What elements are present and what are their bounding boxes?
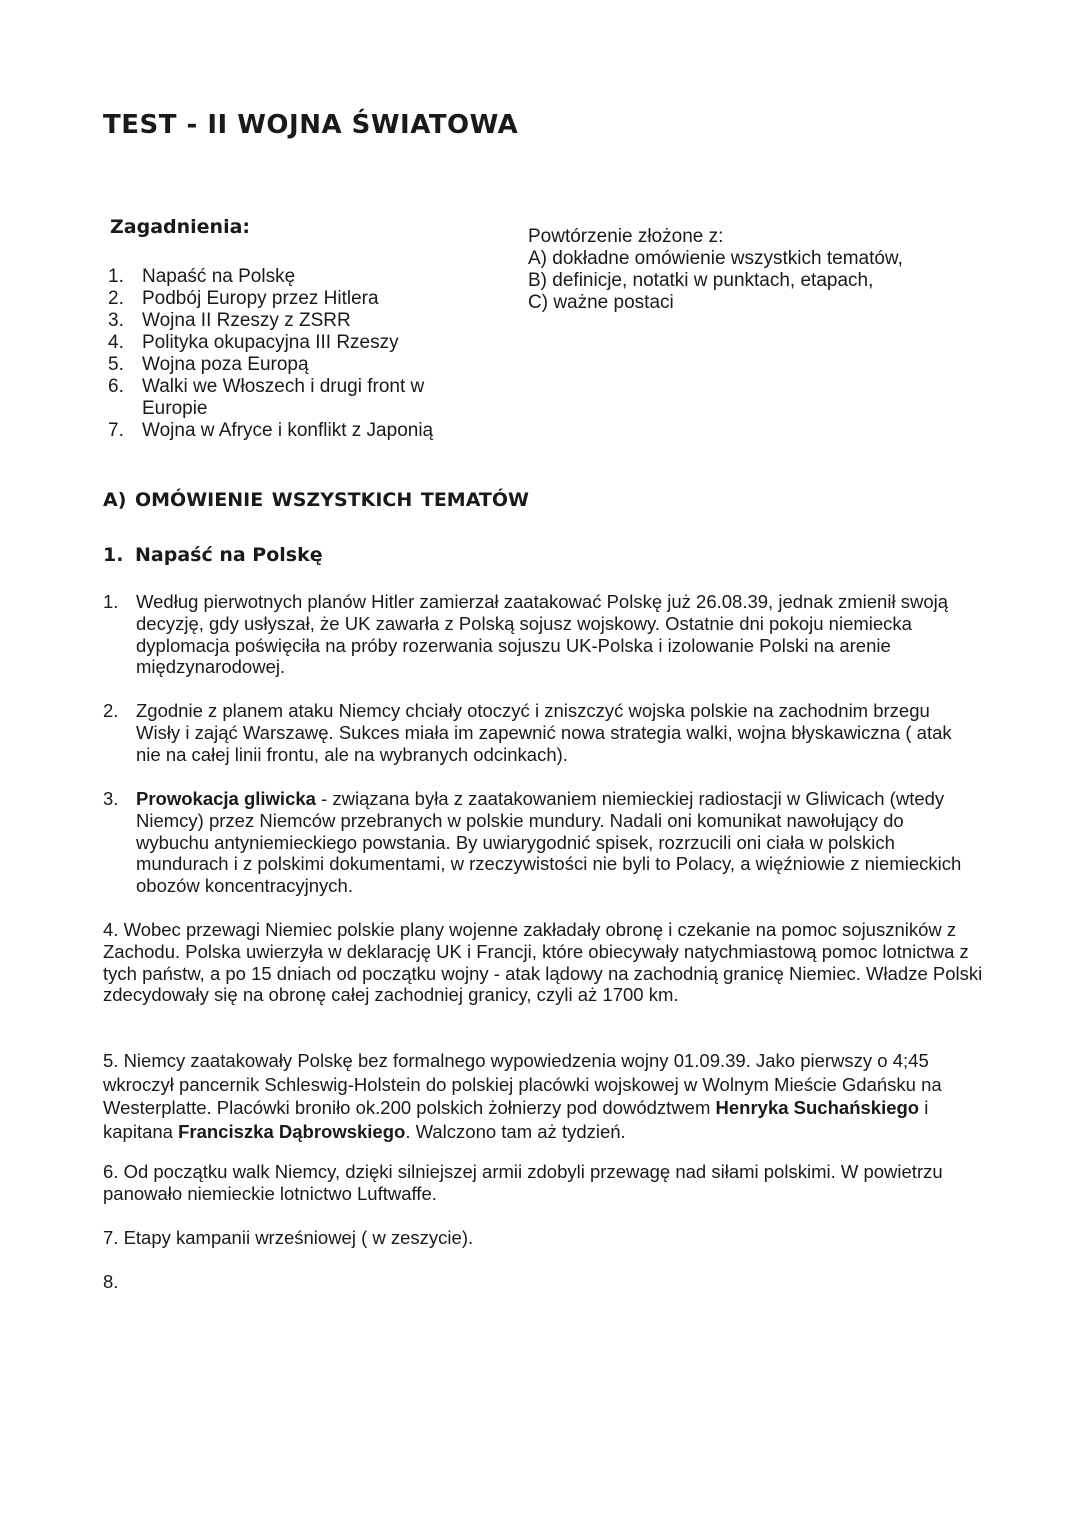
paragraph-3: [103, 788, 973, 897]
person-name: Henryka Suchańskiego: [715, 1097, 920, 1118]
list-item-text: Wojna w Afryce i konflikt z Japonią: [142, 420, 434, 441]
subsection-number: 1.: [103, 544, 124, 566]
paragraph-8: 8.: [103, 1271, 119, 1292]
list-item: [108, 288, 468, 310]
subsection-title: Napaść na Polskę: [135, 544, 323, 566]
paragraph-number: 1.: [103, 591, 119, 612]
list-item-number: 6.: [108, 376, 124, 397]
list-item-number: 2.: [108, 288, 124, 309]
list-item: [108, 420, 468, 442]
paragraph-5: [103, 1049, 983, 1143]
section-heading: [103, 489, 529, 511]
paragraph-number: 3.: [103, 788, 119, 809]
list-item-number: 4.: [108, 332, 124, 353]
subsection-heading: [103, 544, 323, 566]
paragraph-number: 2.: [103, 700, 119, 721]
list-item-text: Walki we Włoszech i drugi front w Europie: [142, 376, 425, 419]
list-item: [108, 332, 468, 354]
review-scope-item: C) ważne postaci: [528, 292, 674, 313]
list-item-number: 5.: [108, 354, 124, 375]
list-item-number: 3.: [108, 310, 124, 331]
list-item-text: Polityka okupacyjna III Rzeszy: [142, 332, 399, 353]
person-name: Franciszka Dąbrowskiego: [178, 1120, 406, 1142]
paragraph-6: 6. Od początku walk Niemcy, dzięki silniejszej armii zdobyli przewagę nad siłami polskimi. W powietrzu panowało niemieckie lotnictwo Luftwaffe.: [103, 1161, 943, 1204]
list-item-number: 1.: [108, 266, 124, 287]
paragraph-text: . Walczono tam aż tydzień.: [405, 1120, 626, 1142]
list-item: [108, 376, 468, 420]
review-scope: [528, 226, 968, 314]
paragraph-2: [103, 700, 973, 765]
section-title: OMÓWIENIE WSZYSTKICH TEMATÓW: [135, 489, 530, 511]
list-item: [108, 354, 468, 376]
review-scope-item: A) dokładne omówienie wszystkich tematów,: [528, 248, 903, 269]
paragraph-4: 4. Wobec przewagi Niemiec polskie plany wojenne zakładały obronę i czekanie na pomoc sojuszników z Zachodu. Polska uwierzyła w deklarację UK i Francji, które obiecywały natychmiastową pomoc lotnictwa z tych państw, a po 15 dniach od początku wojny - atak lądowy na zachodnią granicę Niemiec. Władze Polski zdecydowały się na obronę całej zachodniej granicy, czyli aż 1700 km.: [103, 919, 983, 1006]
page-title: TEST - II WOJNA ŚWIATOWA: [103, 110, 519, 140]
paragraph-text: i kapitana: [103, 1097, 929, 1142]
list-item-text: Podbój Europy przez Hitlera: [142, 288, 379, 309]
topics-heading: Zagadnienia:: [110, 216, 251, 238]
key-term: Prowokacja gliwicka: [136, 788, 316, 809]
review-scope-intro: Powtórzenie złożone z:: [528, 226, 724, 247]
paragraph-text: 5. Niemcy zaatakowały Polskę bez formalnego wypowiedzenia wojny 01.09.39. Jako pierwszy o 4;45 wkroczył pancernik Schleswig-Holstein do polskiej placówki wojskowej w Wolnym Mieście Gdańsku na Westerplatte. Placówki broniło ok.200 polskich żołnierzy pod dowództwem: [103, 1050, 942, 1118]
paragraph-text: Zgodnie z planem ataku Niemcy chciały otoczyć i zniszczyć wojska polskie na zachodnim brzegu Wisły i zająć Warszawę. Sukces miała im zapewnić nowa strategia walki, wojna błyskawiczna ( atak nie na całej linii frontu, ale na wybranych odcinkach).: [136, 700, 952, 765]
paragraph-text: Według pierwotnych planów Hitler zamierzał zaatakować Polskę już 26.08.39, jednak zmienił swoją decyzję, gdy usłyszał, że UK zawarła z Polską sojusz wojskowy. Ostatnie dni pokoju niemiecka dyplomacja poświęciła na próby rozerwania sojuszu UK-Polska i izolowanie Polski na arenie międzynarodowej.: [136, 591, 949, 678]
paragraph-1: [103, 591, 973, 678]
paragraph-text-body: - związana była z zaatakowaniem niemieckiej radiostacji w Gliwicach (wtedy Niemcy) przez Niemców przebranych w polskie mundury. Nadali oni komunikat nawołujący do wybuchu antyniemieckiego powstania. By uwiarygodnić spisek, rozrzucili oni ciała w polskich mundurach i z polskimi dokumentami, w rzeczywistości nie byli to Polacy, a więźniowie z niemieckich obozów koncentracyjnych.: [136, 788, 962, 897]
list-item-number: 7.: [108, 420, 124, 441]
list-item-text: Wojna II Rzeszy z ZSRR: [142, 310, 351, 331]
paragraph-7: 7. Etapy kampanii wrześniowej ( w zeszycie).: [103, 1227, 474, 1248]
section-letter: A): [103, 489, 127, 511]
list-item: [108, 266, 468, 288]
list-item-text: Napaść na Polskę: [142, 266, 296, 287]
paragraph-text: [136, 788, 973, 897]
list-item: [108, 310, 468, 332]
list-item-text: Wojna poza Europą: [142, 354, 309, 375]
review-scope-item: B) definicje, notatki w punktach, etapach,: [528, 270, 874, 291]
topics-list: [108, 266, 468, 442]
